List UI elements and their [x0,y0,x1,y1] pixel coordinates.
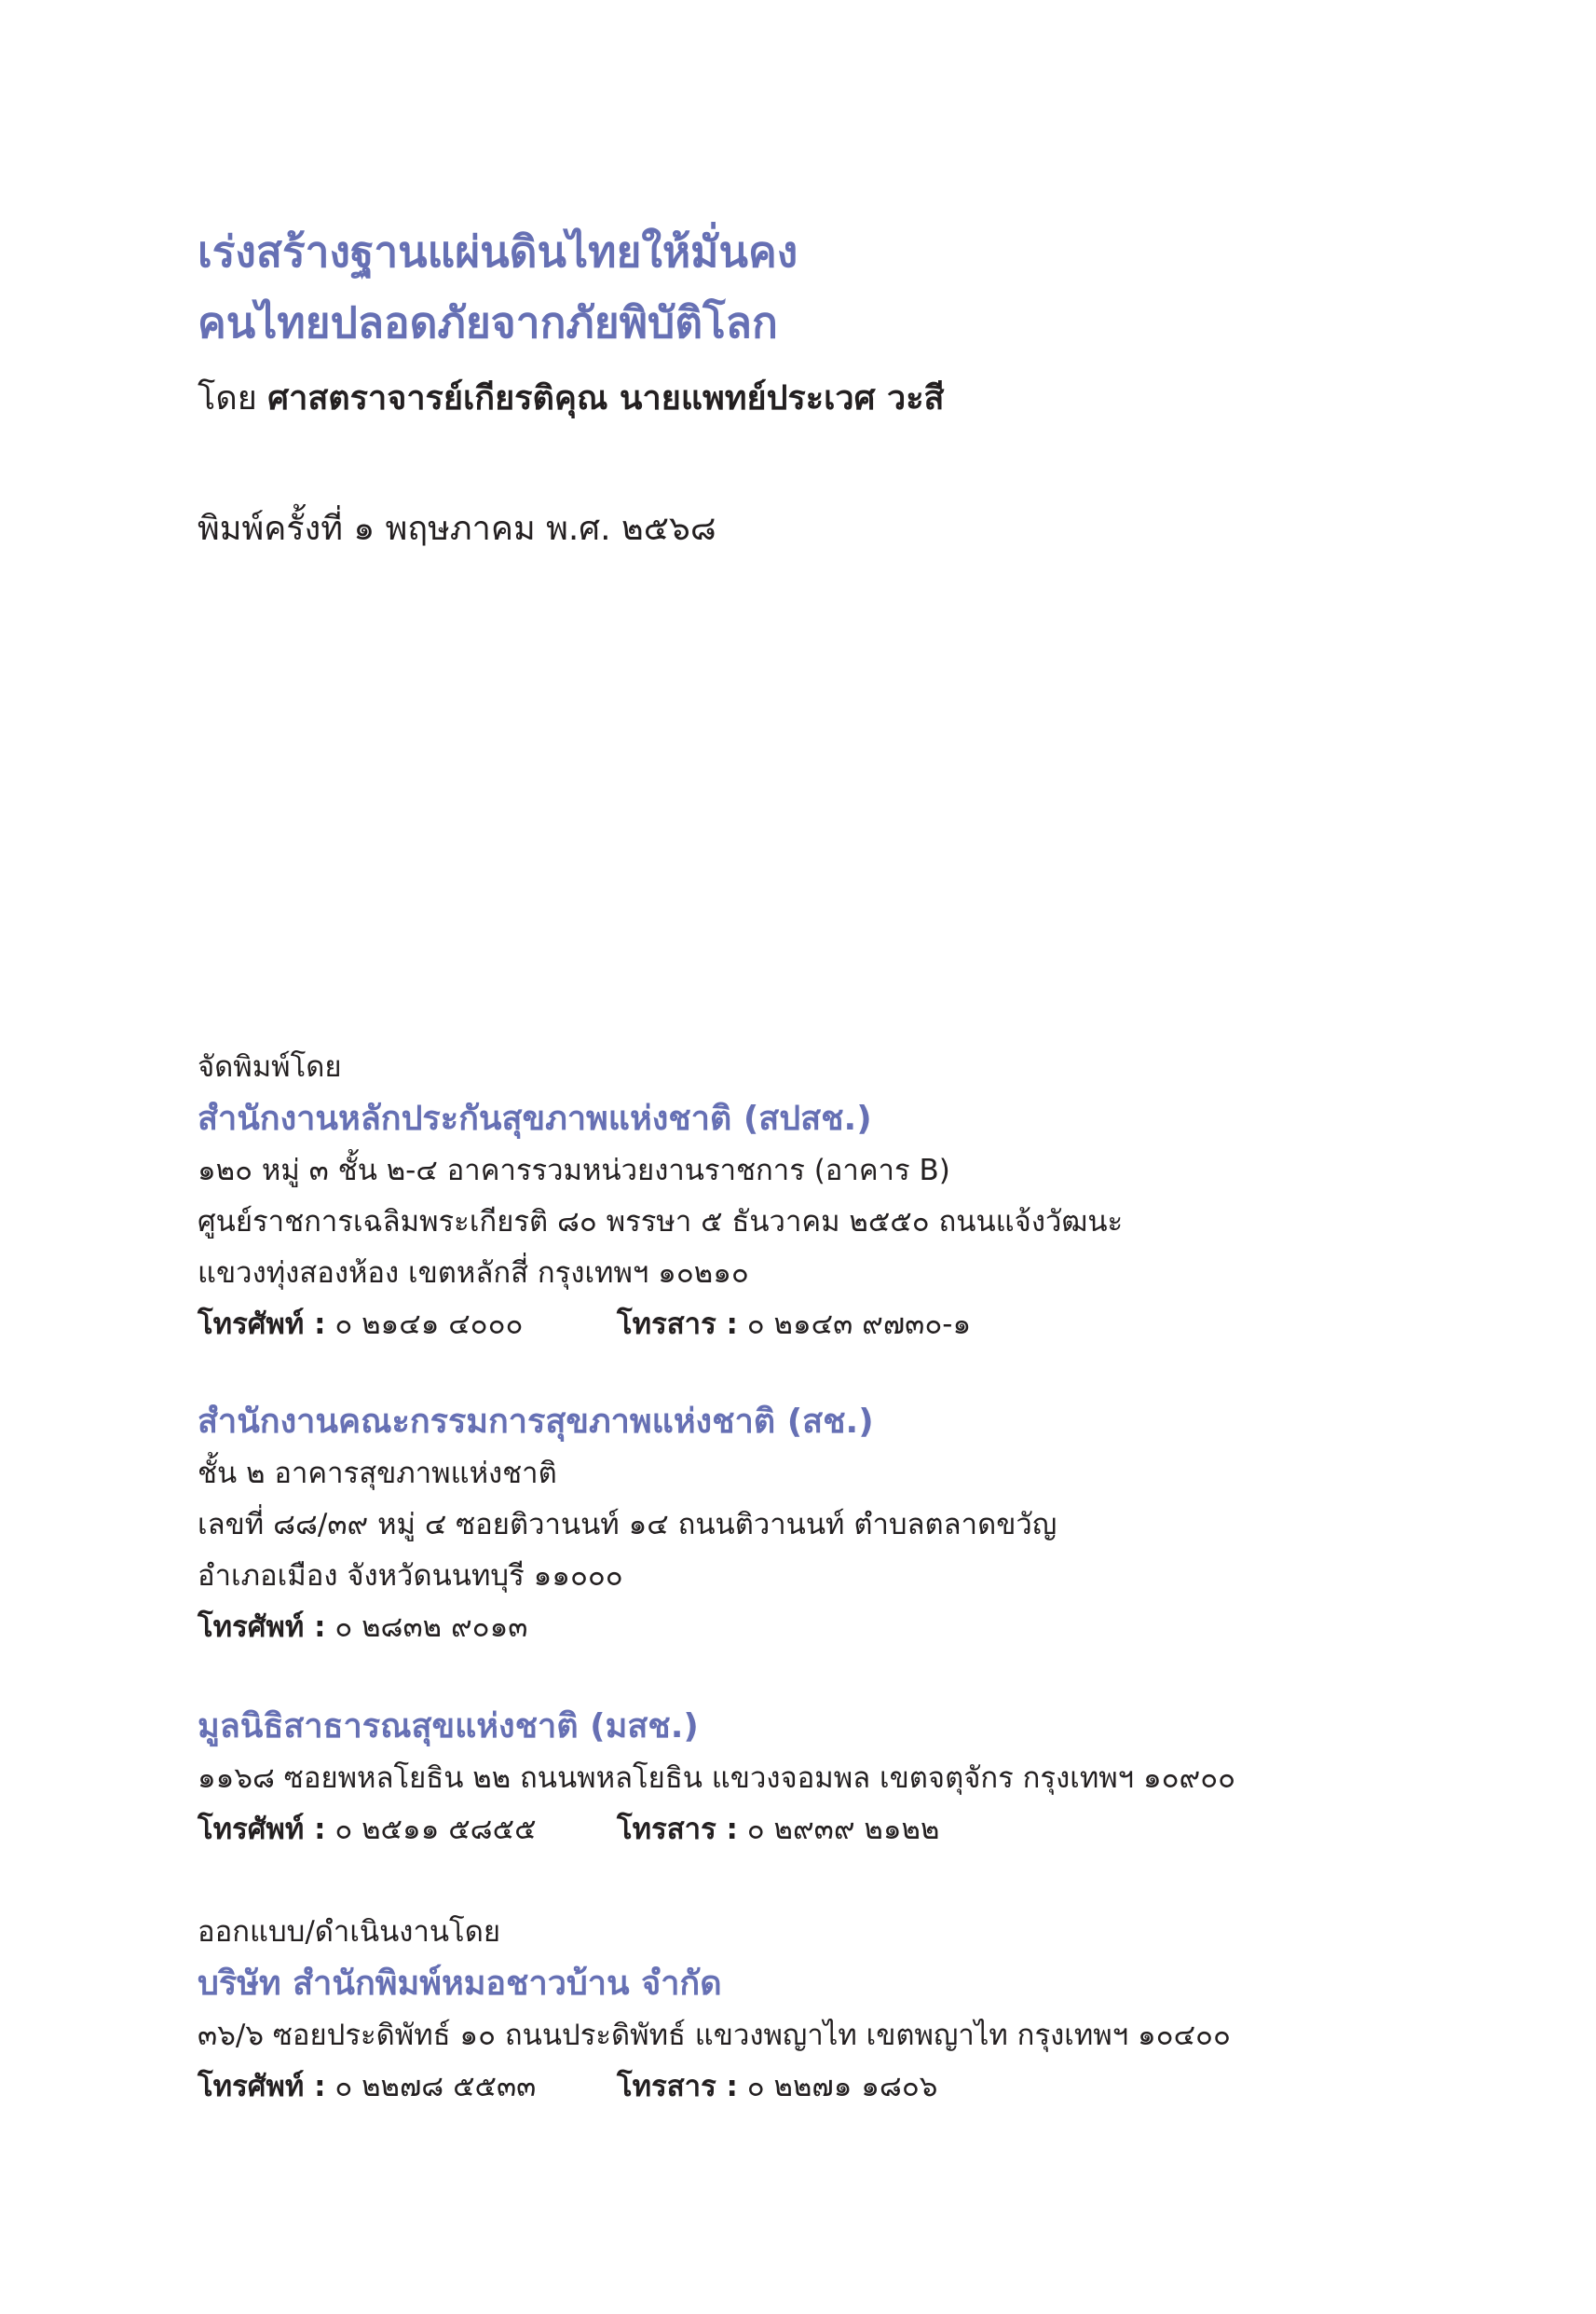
org-contact-line [198,1804,1235,1855]
org-contact-line [198,1602,1057,1653]
phone-label: โทรศัพท์ : [198,1610,326,1644]
publisher-intro: จัดพิมพ์โดย [198,1050,342,1084]
org-address-line: เลขที่ ๘๘/๓๙ หมู่ ๔ ซอยติวานนท์ ๑๔ ถนนติวานนท์ ตำบลตลาดขวัญ [198,1508,1057,1541]
fax-item [617,2061,937,2113]
phone-item [198,1602,617,1653]
org-address-line: แขวงทุ่งสองห้อง เขตหลักสี่ กรุงเทพฯ ๑๐๒๑๐ [198,1256,749,1290]
org-name-nhf: มูลนิธิสาธารณสุขแห่งชาติ (มสช.) [198,1707,699,1746]
designer-intro: ออกแบบ/ดำเนินงานโดย [198,1915,500,1949]
fax-label: โทรสาร : [617,1813,738,1846]
book-title-line-2: คนไทยปลอดภัยจากภัยพิบัติโลก [198,297,778,348]
phone-item [198,2061,617,2113]
org-address-line: ๑๒๐ หมู่ ๓ ชั้น ๒-๔ อาคารรวมหน่วยงานราชการ (อาคาร B) [198,1154,950,1187]
fax-number: ๐ ๒๒๗๑ ๑๘๐๖ [746,2070,938,2103]
phone-number: ๐ ๒๒๗๘ ๕๕๓๓ [334,2070,537,2103]
phone-item [198,1804,617,1855]
phone-item [198,1299,617,1350]
fax-number: ๐ ๒๙๓๙ ๒๑๒๒ [746,1813,940,1846]
phone-number: ๐ ๒๕๑๑ ๕๘๕๕ [334,1813,537,1846]
author-line [198,371,945,427]
fax-number: ๐ ๒๑๔๓ ๙๗๓๐-๑ [746,1308,972,1341]
fax-item [617,1804,939,1855]
publisher-block-nhco [198,1396,1057,1653]
org-address-line: ๑๑๖๘ ซอยพหลโยธิน ๒๒ ถนนพหลโยธิน แขวงจอมพล เขตจตุจักร กรุงเทพฯ ๑๐๙๐๐ [198,1761,1236,1795]
colophon-page [198,0,1539,2314]
phone-label: โทรศัพท์ : [198,2070,326,2103]
designer-name: บริษัท สำนักพิมพ์หมอชาวบ้าน จำกัด [198,1965,722,2003]
phone-number: ๐ ๒๘๓๒ ๙๐๑๓ [334,1610,528,1644]
designer-contact-line [198,2061,1231,2113]
author-prefix: โดย [198,379,257,418]
org-name-nhso: สำนักงานหลักประกันสุขภาพแห่งชาติ (สปสช.) [198,1100,872,1138]
designer-block [198,1907,1231,2113]
phone-label: โทรศัพท์ : [198,1308,326,1341]
org-name-nhco: สำนักงานคณะกรรมการสุขภาพแห่งชาติ (สช.) [198,1403,874,1441]
org-address-line: ศูนย์ราชการเฉลิมพระเกียรติ ๘๐ พรรษา ๕ ธันวาคม ๒๕๕๐ ถนนแจ้งวัฒนะ [198,1205,1124,1239]
publisher-block-nhso [198,1042,1123,1350]
book-title [198,216,798,358]
org-contact-line [198,1299,1123,1350]
designer-address-line: ๓๖/๖ ซอยประดิพัทธ์ ๑๐ ถนนประดิพัทธ์ แขวงพญาไท เขตพญาไท กรุงเทพฯ ๑๐๔๐๐ [198,2019,1231,2052]
fax-label: โทรสาร : [617,2070,738,2103]
phone-label: โทรศัพท์ : [198,1813,326,1846]
edition-line: พิมพ์ครั้งที่ ๑ พฤษภาคม พ.ศ. ๒๕๖๘ [198,510,716,548]
author-name: ศาสตราจารย์เกียรติคุณ นายแพทย์ประเวศ วะสี [267,379,945,418]
phone-number: ๐ ๒๑๔๑ ๔๐๐๐ [334,1308,524,1341]
publisher-block-nhf [198,1701,1235,1855]
org-address-line: อำเภอเมือง จังหวัดนนทบุรี ๑๑๐๐๐ [198,1559,623,1593]
fax-item [617,1299,971,1350]
org-address-line: ชั้น ๒ อาคารสุขภาพแห่งชาติ [198,1457,557,1490]
book-title-line-1: เร่งสร้างฐานแผ่นดินไทยให้มั่นคง [198,226,798,277]
fax-label: โทรสาร : [617,1308,738,1341]
